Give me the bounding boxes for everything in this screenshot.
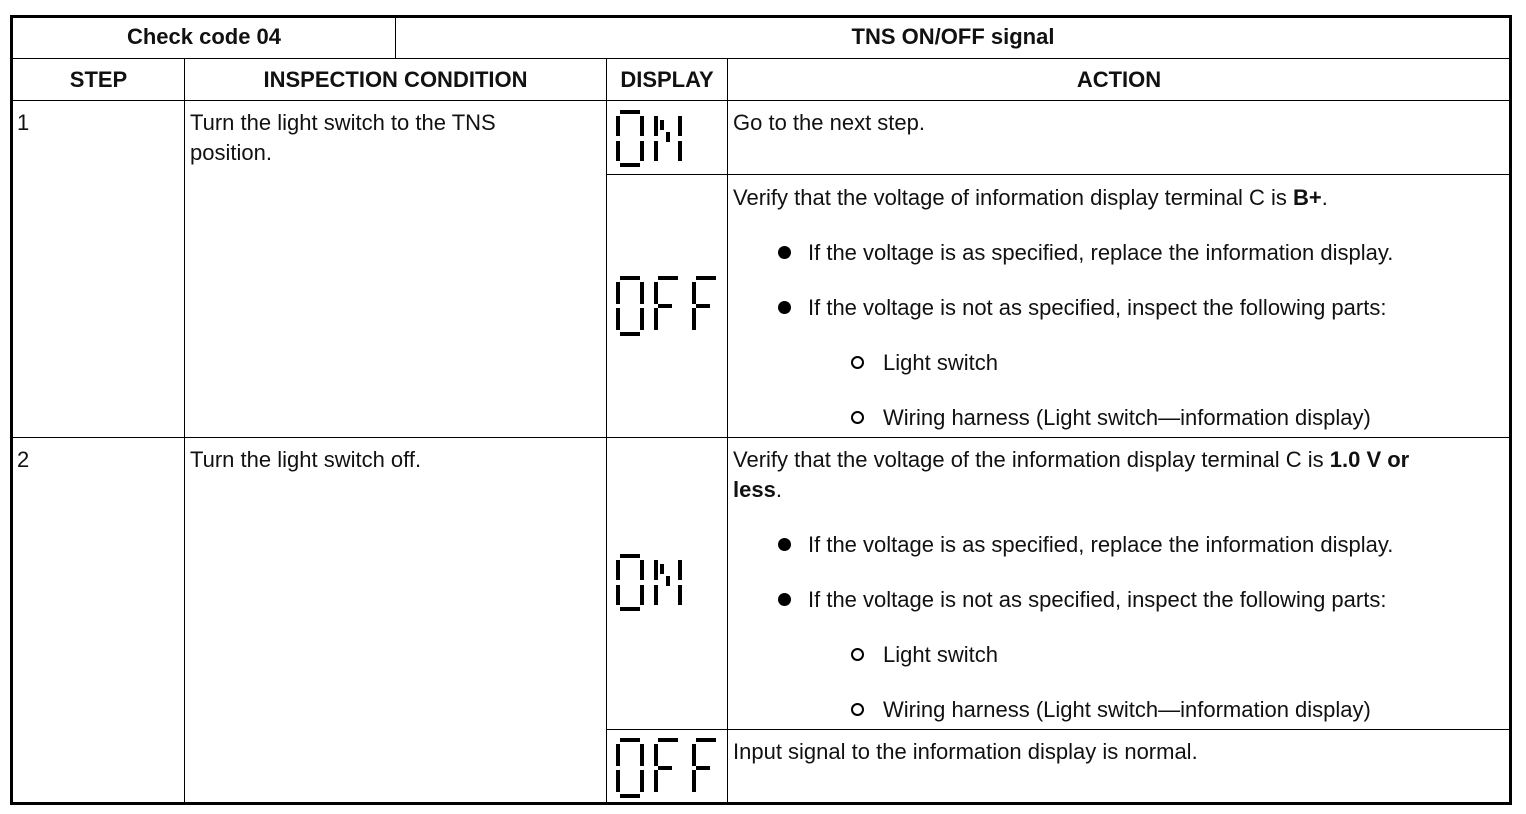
action-bullet: If the voltage is as specified, replace the information display. [808,240,1394,265]
divider [606,58,607,803]
sub-bullet-icon [851,703,864,716]
lcd-off-display [614,274,722,338]
column-header-step: STEP [69,67,128,92]
action-sub-bullet: Light switch [883,642,998,667]
lcd-on-display [614,108,686,170]
bullet-icon [778,301,791,314]
action-sub-bullet: Wiring harness (Light switch—information display) [883,697,1371,722]
action-bullet: If the voltage is not as specified, inspect the following parts: [808,587,1387,612]
step-number: 1 [17,110,30,135]
column-header-display: DISPLAY [620,67,714,92]
sub-bullet-icon [851,356,864,369]
table-title: TNS ON/OFF signal [851,24,1055,49]
divider [727,58,728,803]
action-sub-bullet: Wiring harness (Light switch—information display) [883,405,1371,430]
divider [11,437,1510,438]
action-text: Go to the next step. [733,110,926,135]
check-code-label: Check code 04 [126,24,282,49]
inspection-condition: position. [190,140,272,165]
divider [11,100,1510,101]
step-number: 2 [17,447,30,472]
action-text: Verify that the voltage of the information display terminal C is 1.0 V or [733,447,1410,472]
action-sub-bullet: Light switch [883,350,998,375]
lcd-off-display [614,736,722,800]
divider [184,58,185,803]
action-bullet: If the voltage is as specified, replace the information display. [808,532,1394,557]
inspection-condition: Turn the light switch off. [190,447,422,472]
column-header-condition: INSPECTION CONDITION [263,67,528,92]
divider [606,729,1510,730]
action-bullet: If the voltage is not as specified, inspect the following parts: [808,295,1387,320]
sub-bullet-icon [851,648,864,661]
inspection-condition: Turn the light switch to the TNS [190,110,496,135]
lcd-on-display [614,552,686,614]
bullet-icon [778,538,791,551]
column-header-action: ACTION [1076,67,1162,92]
bullet-icon [778,246,791,259]
divider [606,174,1510,175]
action-text: less. [733,477,782,502]
sub-bullet-icon [851,411,864,424]
bullet-icon [778,593,791,606]
action-text: Verify that the voltage of information display terminal C is B+. [733,185,1328,210]
divider [11,58,1510,59]
action-text: Input signal to the information display is normal. [733,739,1198,764]
